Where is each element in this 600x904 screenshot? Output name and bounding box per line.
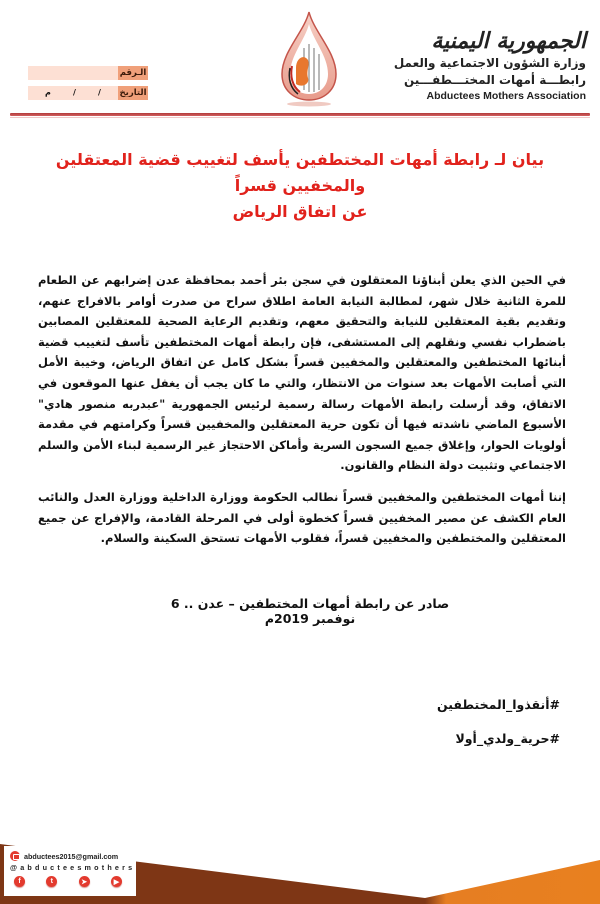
organization-block (386, 28, 586, 103)
header-divider-shadow (10, 117, 590, 118)
footer (0, 820, 600, 904)
reference-number-label: الـرقم (119, 68, 147, 78)
header-divider (10, 113, 590, 116)
title-line-2: عن اتفاق الرياض (232, 202, 368, 221)
social-handle[interactable]: @abducteesmothers (10, 863, 136, 872)
email-icon (10, 851, 20, 861)
facebook-icon[interactable]: f (14, 876, 25, 887)
twitter-icon[interactable]: t (46, 876, 57, 887)
body-paragraph-2: إننا أمهات المختطفين والمخفيين قسراً نطالب الحكومة ووزارة الداخلية ووزارة العدل والنائب العام الكشف عن مصير المخفيين قسراً كخطوة أولى في المرحلة القادمة، والإفراج عن جميع المعتقلين والمختطفين والمخفيين قسراً، فقلوب الأمهات تستحق السكينة والسلام. (38, 490, 566, 546)
date-era-suffix: م (45, 88, 51, 97)
ministry-name: وزارة الشؤون الاجتماعية والعمل (393, 56, 586, 70)
reference-number-row (28, 66, 148, 80)
title-line-1: بيان لـ رابطة أمهات المختطفين يأسف لتغييب قضية المعتقلين والمخفيين قسراً (55, 150, 545, 195)
social-icons (10, 876, 122, 887)
country-name: الجمهورية اليمنية (431, 28, 586, 54)
youtube-icon[interactable]: ▶ (111, 876, 122, 887)
reference-number-value (28, 66, 118, 80)
email-row (10, 850, 130, 862)
association-logo-icon (268, 8, 350, 108)
footer-orange-wedge (425, 860, 600, 904)
date-separator: / (73, 88, 76, 97)
letterhead (0, 0, 600, 116)
reference-fields (28, 66, 148, 106)
contact-card (4, 846, 136, 896)
body-paragraph-1: في الحين الذي يعلن أبناؤنا المعتقلون في سجن بئر أحمد بمحافظة عدن إضرابهم عن الطعام للمرة الثانية خلال شهر، لمطالبة النيابة العامة اطلاق سراح من صدرت أوامر بالافراج عنهم، وتقديم بقية المعتقلين للنيابة والتحقيق معهم، وتقديم الرعاية الصحية للمعتقلين المصابين باضطراب نفسي ونقلهم إلى المستشفى، فإن رابطة أمهات المختطفين تأسف لتغييب قضية أبنائها المختطفين والمعتقلين والمخفيين قسراً بشكل كامل عن اتفاق الرياض، وخيبة الأمل التي أصابت الأمهات بعد سنوات من الانتظار، والتي ما كان يجب أن يغفل عنها الموقعون في الاتفاق، وقد أرسلت رابطة الأمهات رسالة رسمية لرئيس الجمهورية "عبدربه منصور هادي" الأسبوع الماضي ناشدته فيها أن تكون حرية المعتقلين والمخفيين قسراً وكرامتهم في مقدمة أولويات الحوار، وإغلاق جميع السجون السرية وأماكن الاحتجاز غير الرسمية لبناء الأمن والسلم الاجتماعي وتثبيت دولة النظام والقانون. (38, 273, 566, 473)
date-label: التاريخ (119, 88, 147, 98)
date-value (28, 86, 118, 100)
hashtag-my-son-freedom-first[interactable]: #حرية_ولدي_أولا (455, 731, 560, 746)
contact-email[interactable]: abductees2015@gmail.com (24, 851, 119, 861)
issued-by-signoff: صادر عن رابطة أمهات المختطفين – عدن .. 6 نوفمبر 2019م (170, 596, 450, 626)
date-row (28, 86, 148, 100)
statement-title (40, 147, 560, 225)
telegram-icon[interactable]: ➤ (79, 876, 90, 887)
hashtag-save-abductees[interactable]: #أنقذوا_المختطفين (437, 697, 560, 712)
association-name-english: Abductees Mothers Association (426, 90, 586, 102)
hashtags (437, 688, 560, 756)
association-name-arabic: رابطـــة أمهات المختـــطفـــين (403, 73, 586, 87)
date-separator: / (98, 88, 101, 97)
